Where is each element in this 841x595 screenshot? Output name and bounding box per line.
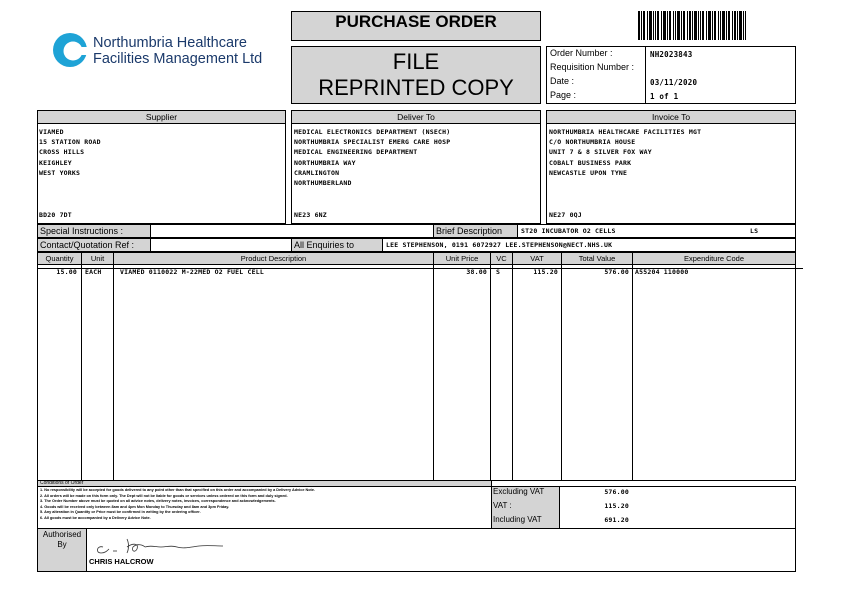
invoice-to-line: NORTHUMBRIA HEALTHCARE FACILITIES MGT <box>549 128 702 136</box>
col-header-total-value: Total Value <box>561 252 633 265</box>
col-header-vat: VAT <box>512 252 562 265</box>
enquiries-value: LEE STEPHENSON, 0191 6072927 LEE.STEPHENSON@NECT.NHS.UK <box>386 241 613 249</box>
deliver-to-address <box>291 123 541 224</box>
condition-item: 4. Goods will be received only between 8am and 4pm Mon Monday to Thursday and 8am and 3pm Friday. <box>40 504 230 509</box>
supplier-line: KEIGHLEY <box>39 158 72 167</box>
special-instructions-label-cell <box>37 224 151 238</box>
reprint-stamp <box>291 46 541 104</box>
supplier-line: VIAMED <box>39 128 64 136</box>
brief-description-code: LS <box>750 227 759 235</box>
deliver-to-line: NORTHUMBRIA WAY <box>294 158 356 167</box>
including-vat-label: Including VAT <box>493 515 542 524</box>
order-number-value: NH2023843 <box>650 50 693 59</box>
supplier-line: WEST YORKS <box>39 168 81 177</box>
logo-mark-icon <box>51 31 89 69</box>
invoice-to-line: COBALT BUSINESS PARK <box>549 158 632 167</box>
deliver-to-line: MEDICAL ELECTRONICS DEPARTMENT (NSECH) <box>294 128 451 136</box>
special-instructions-field <box>150 224 434 238</box>
invoice-to-line: C/O NORTHUMBRIA HOUSE <box>549 138 636 147</box>
enquiries-label-cell <box>291 238 383 252</box>
page-value: 1 of 1 <box>650 92 679 101</box>
stamp-line-2: REPRINTED COPY <box>318 75 514 100</box>
condition-item: 2. All orders will be made on this form only. The Dept will not be liable for goods or services unless ordered on this form and duly signed. <box>40 493 288 498</box>
date-value: 03/11/2020 <box>650 78 698 87</box>
invoice-to-line: UNIT 7 & 8 SILVER FOX WAY <box>549 148 652 157</box>
document-title-text: PURCHASE ORDER <box>335 12 497 31</box>
condition-item: 1. No responsibility will be accepted for goods delivered to any point other than that specified on this order and accompanied by a Delivery Advice Note. <box>40 488 315 492</box>
supplier-address <box>37 123 286 224</box>
brief-description-value: ST20 INCUBATOR O2 CELLS <box>521 227 616 235</box>
invoice-to-address <box>546 123 796 224</box>
item-quantity: 15.00 <box>56 268 77 276</box>
brief-description-label-cell <box>433 224 518 238</box>
col-header-vc: VC <box>490 252 513 265</box>
including-vat-value: 691.20 <box>604 516 629 524</box>
supplier-header: Supplier <box>37 110 286 124</box>
excluding-vat-label: Excluding VAT <box>493 487 545 496</box>
signature-icon <box>91 533 241 557</box>
item-unit: EACH <box>85 268 102 276</box>
enquiries-label: All Enquiries to <box>294 240 355 250</box>
item-vc: S <box>496 268 501 276</box>
condition-item: 5. Any alteration in Quantity or Price must be confirmed in writing by the ordering officer. <box>40 510 201 514</box>
brief-description-field <box>517 224 796 238</box>
line-items-body <box>37 264 796 481</box>
order-info-box <box>546 46 796 104</box>
contact-label: Contact/Quotation Ref : <box>40 240 135 250</box>
page-label: Page : <box>550 90 577 100</box>
contact-label-cell <box>37 238 151 252</box>
invoice-to-header: Invoice To <box>546 110 796 124</box>
condition-item: 3. The Order Number above must be quoted on all advice notes, delivery notes, invoices, correspondence and acknowledgements. <box>40 499 276 503</box>
supplier-postcode: BD20 7DT <box>39 211 72 219</box>
item-description: VIAMED 0110022 M-22MED O2 FUEL CELL <box>120 268 264 276</box>
col-header-unit-price: Unit Price <box>433 252 491 265</box>
brief-description-label: Brief Description <box>436 226 503 236</box>
date-label: Date : <box>550 76 575 86</box>
supplier-line: 15 STATION ROAD <box>39 138 101 147</box>
conditions-box <box>37 486 492 529</box>
item-unit-price: 38.00 <box>466 268 487 276</box>
item-total: 576.00 <box>604 268 629 276</box>
stamp-line-1: FILE <box>392 49 440 74</box>
vat-label: VAT : <box>493 501 512 510</box>
totals-labels <box>491 486 560 529</box>
authorised-label: Authorised By <box>42 530 82 549</box>
item-expenditure-code: A55204 110000 <box>635 268 689 276</box>
conditions-label: Conditions of Order <box>40 480 84 486</box>
col-header-description: Product Description <box>113 252 434 265</box>
special-instructions-label: Special Instructions : <box>40 226 124 236</box>
invoice-to-postcode: NE27 0QJ <box>549 211 582 219</box>
enquiries-field <box>382 238 796 252</box>
barcode-icon <box>638 11 746 40</box>
invoice-to-line: NEWCASTLE UPON TYNE <box>549 168 628 177</box>
excluding-vat-value: 576.00 <box>604 488 629 496</box>
order-number-label: Order Number : <box>550 48 613 58</box>
deliver-to-line: NORTHUMBERLAND <box>294 178 352 187</box>
signature-box <box>86 528 796 572</box>
document-title <box>291 11 541 41</box>
vat-value: 115.20 <box>604 502 629 510</box>
condition-item: 6. All goods must be accompanied by a Delivery Advice Note. <box>40 515 151 520</box>
deliver-to-postcode: NE23 6NZ <box>294 211 327 219</box>
supplier-line: CROSS HILLS <box>39 148 85 157</box>
col-header-expenditure-code: Expenditure Code <box>632 252 796 265</box>
deliver-to-line: MEDICAL ENGINEERING DEPARTMENT <box>294 148 418 157</box>
contact-field <box>150 238 292 252</box>
deliver-to-line: NORTHUMBRIA SPECIALIST EMERG CARE HOSP <box>294 138 451 147</box>
col-header-unit: Unit <box>81 252 114 265</box>
col-header-quantity: Quantity <box>37 252 82 265</box>
signatory-name: CHRIS HALCROW <box>89 557 154 566</box>
deliver-to-header: Deliver To <box>291 110 541 124</box>
authorised-label-cell <box>37 528 87 572</box>
requisition-number-label: Requisition Number : <box>550 62 635 72</box>
item-vat: 115.20 <box>533 268 558 276</box>
logo-line-2: Facilities Management Ltd <box>93 51 263 67</box>
deliver-to-line: CRAMLINGTON <box>294 168 340 177</box>
logo-line-1: Northumbria Healthcare <box>93 35 247 51</box>
company-logo <box>51 31 291 71</box>
